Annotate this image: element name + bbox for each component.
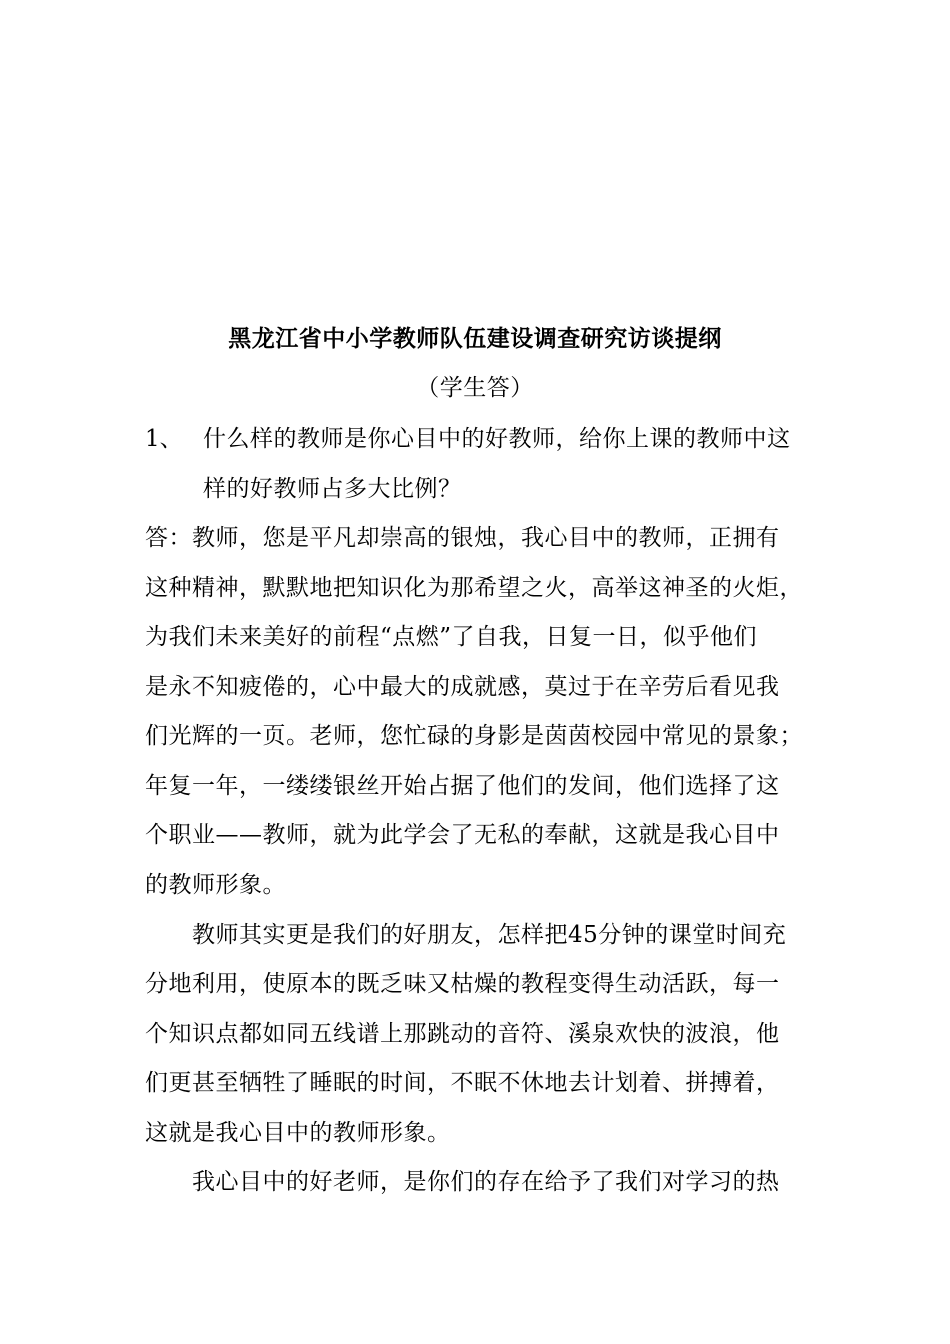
answer-line: 教师其实更是我们的好朋友，怎样把45分钟的课堂时间充	[192, 922, 787, 948]
answer-line: 这就是我心目中的教师形象。	[145, 1120, 451, 1146]
answer-line: 答：教师，您是平凡却崇高的银烛，我心目中的教师，正拥有	[145, 525, 780, 551]
document-title: 黑龙江省中小学教师队伍建设调查研究访谈提纲	[228, 325, 722, 352]
answer-line: 这种精神，默默地把知识化为那希望之火，高举这神圣的火炬，	[145, 575, 803, 601]
answer-line: 们更甚至牺牲了睡眠的时间，不眠不休地去计划着、拼搏着，	[145, 1070, 780, 1096]
answer-line: 们光辉的一页。老师，您忙碌的身影是茵茵校园中常见的景象；	[145, 723, 803, 749]
answer-line: 分地利用，使原本的既乏味又枯燥的教程变得生动活跃，每一	[145, 971, 780, 997]
answer-line: 个知识点都如同五线谱上那跳动的音符、溪泉欢快的波浪，他	[145, 1021, 780, 1047]
answer-line: 为我们未来美好的前程“点燃”了自我，日复一日，似乎他们	[145, 624, 758, 650]
question-line: 什么样的教师是你心目中的好教师，给你上课的教师中这	[203, 426, 791, 452]
answer-line: 我心目中的好老师，是你们的存在给予了我们对学习的热	[192, 1169, 780, 1195]
answer-line: 是永不知疲倦的，心中最大的成就感，莫过于在辛劳后看见我	[145, 674, 780, 700]
answer-line: 个职业——教师，就为此学会了无私的奉献，这就是我心目中	[145, 822, 780, 848]
question-number: 1、	[145, 426, 183, 452]
answer-line: 的教师形象。	[145, 872, 286, 898]
question-line: 样的好教师占多大比例？	[203, 476, 462, 502]
answer-line: 年复一年，一缕缕银丝开始占据了他们的发间，他们选择了这	[145, 773, 780, 799]
document-subtitle: （学生答）	[416, 375, 534, 401]
